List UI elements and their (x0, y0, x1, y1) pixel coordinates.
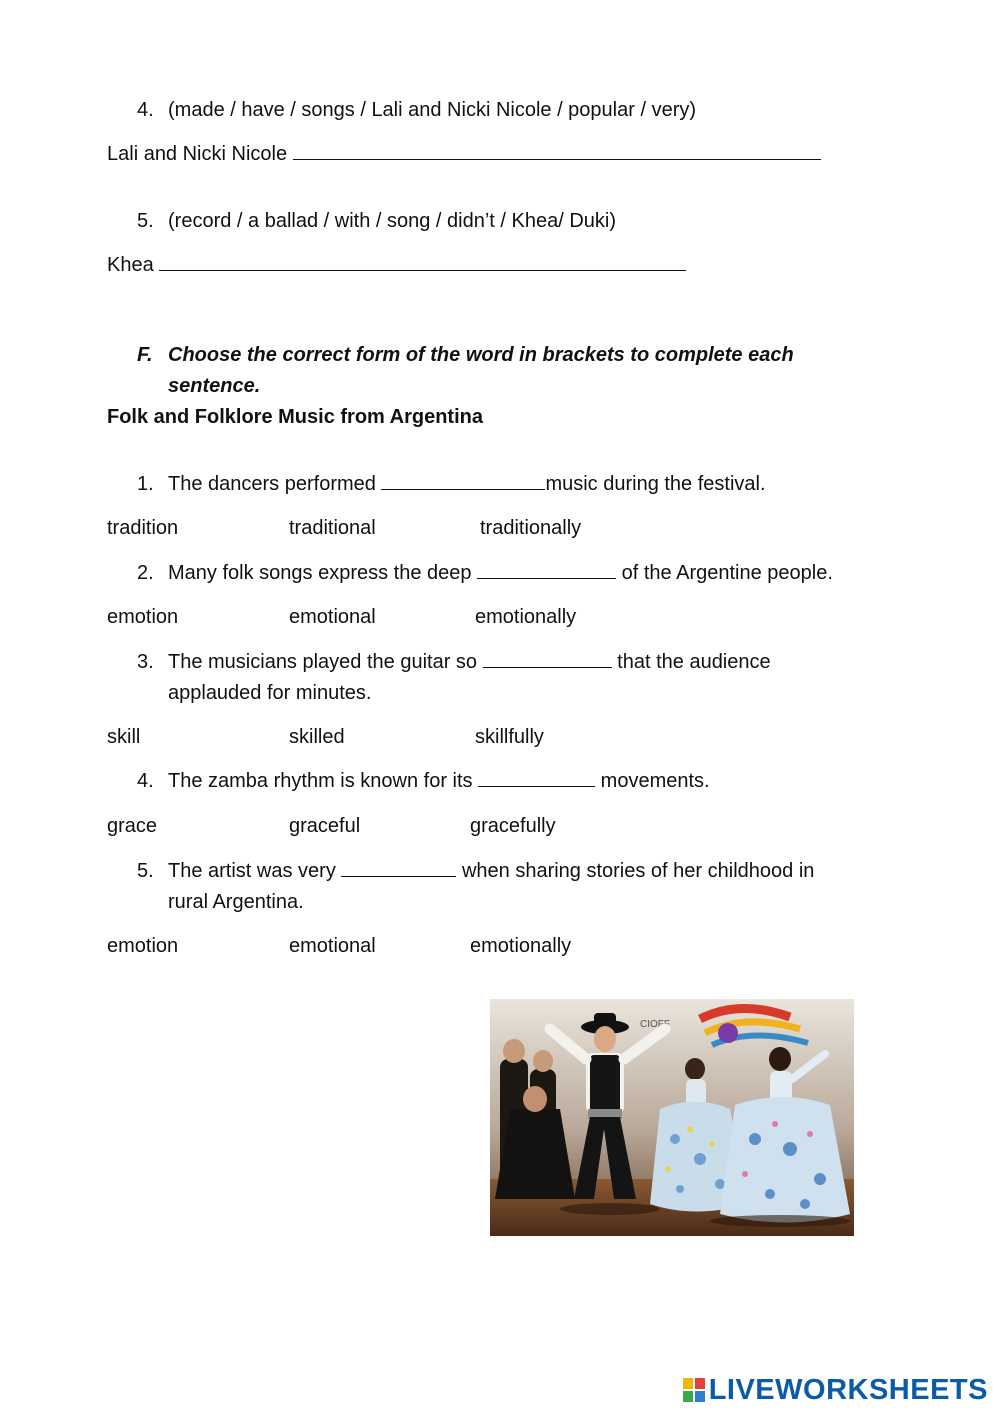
sentence-after: of the Argentine people. (616, 562, 833, 584)
banner-text: CIOFF (640, 1019, 670, 1030)
item-number: 3. (137, 651, 154, 673)
answer-blank[interactable] (159, 250, 686, 271)
option[interactable]: emotional (289, 935, 376, 957)
sentence-after: movements. (595, 770, 710, 792)
section-subtitle: Folk and Folklore Music from Argentina (107, 406, 483, 428)
option[interactable]: grace (107, 815, 158, 837)
sentence-before: The dancers performed (168, 473, 382, 495)
folk-dancers-photo (490, 999, 854, 1236)
option[interactable]: skill (107, 726, 141, 748)
answer-blank[interactable] (478, 766, 595, 787)
answer-start: Lali and Nicki Nicole (107, 143, 288, 165)
scramble-prompt: (record / a ballad / with / song / didn’t / Khea/ Duki) (168, 210, 616, 232)
answer-start: Khea (107, 254, 154, 276)
sentence-after: music during the festival. (545, 473, 766, 495)
answer-blank[interactable] (293, 139, 821, 160)
logo-text: LIVEWORKSHEETS (708, 1373, 988, 1406)
option[interactable]: skillfully (475, 726, 544, 748)
answer-line (107, 250, 686, 280)
sentence (168, 766, 710, 796)
option[interactable]: traditional (289, 517, 376, 539)
sentence-cont: rural Argentina. (168, 891, 304, 913)
liveworksheets-logo (683, 1372, 988, 1408)
item-number: 5. (137, 210, 154, 232)
option[interactable]: graceful (289, 815, 361, 837)
option[interactable]: skilled (289, 726, 345, 748)
sentence-cont: applauded for minutes. (168, 682, 372, 704)
option[interactable]: tradition (107, 517, 179, 539)
sentence-after: when sharing stories of her childhood in (456, 860, 815, 882)
option[interactable]: emotionally (470, 935, 572, 957)
option[interactable]: emotion (107, 606, 179, 628)
answer-line (107, 139, 821, 169)
section-instruction: Choose the correct form of the word in brackets to complete each (168, 344, 794, 366)
item-number: 2. (137, 562, 154, 584)
sentence-after: that the audience (611, 651, 771, 673)
sentence (168, 647, 771, 677)
option[interactable]: emotional (289, 606, 376, 628)
sentence-before: Many folk songs express the deep (168, 562, 478, 584)
sentence (168, 856, 814, 886)
option[interactable]: emotionally (475, 606, 577, 628)
dancers-illustration (490, 999, 854, 1236)
answer-blank[interactable] (477, 558, 616, 579)
sentence-before: The artist was very (168, 860, 342, 882)
sentence-before: The musicians played the guitar so (168, 651, 483, 673)
option[interactable]: emotion (107, 935, 179, 957)
option[interactable]: traditionally (480, 517, 582, 539)
answer-blank[interactable] (381, 469, 545, 490)
option[interactable]: gracefully (470, 815, 556, 837)
item-number: 5. (137, 860, 154, 882)
item-number: 4. (137, 770, 154, 792)
section-letter: F. (137, 344, 153, 366)
sentence-before: The zamba rhythm is known for its (168, 770, 479, 792)
sentence (168, 469, 766, 499)
item-number: 1. (137, 473, 154, 495)
sentence (168, 558, 833, 588)
section-instruction-cont: sentence. (168, 375, 261, 397)
liveworksheets-logo-icon (683, 1378, 705, 1402)
answer-blank[interactable] (341, 856, 456, 877)
scramble-prompt: (made / have / songs / Lali and Nicki Nicole / popular / very) (168, 99, 697, 121)
answer-blank[interactable] (483, 647, 612, 668)
item-number: 4. (137, 99, 154, 121)
